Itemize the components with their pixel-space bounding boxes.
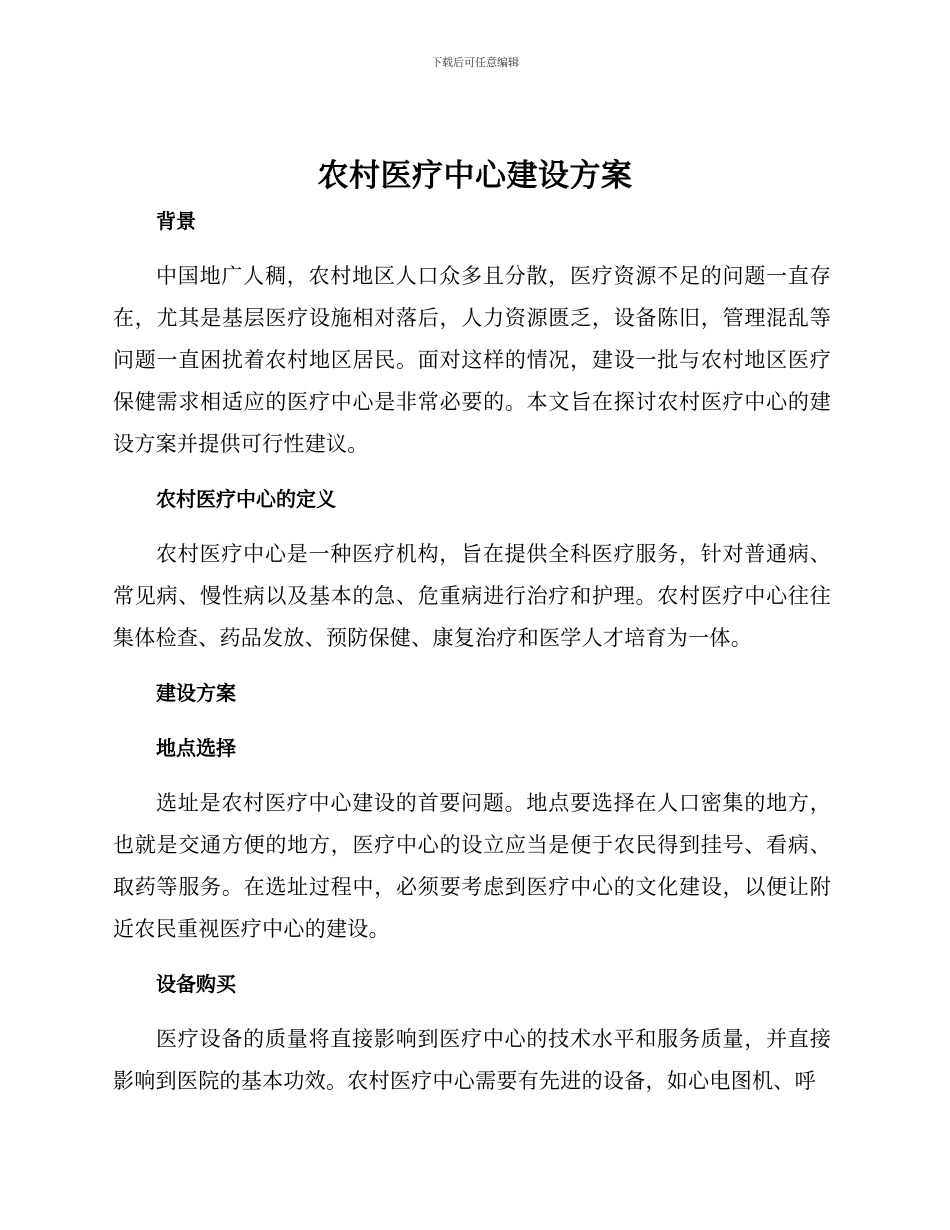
section-heading-definition: 农村医疗中心的定义 [156, 487, 336, 511]
paragraph-definition: 农村医疗中心是一种医疗机构，旨在提供全科医疗服务，针对普通病、常见病、慢性病以及基本的急、危重病进行治疗和护理。农村医疗中心往往集体检查、药品发放、预防保健、康复治疗和医学人才培育为一体。 [113, 542, 831, 650]
paragraph-location: 选址是农村医疗中心建设的首要问题。地点要选择在人口密集的地方，也就是交通方便的地方，医疗中心的设立应当是便于农民得到挂号、看病、取药等服务。在选址过程中，必须要考虑到医疗中心的文化建设，以便让附近农民重视医疗中心的建设。 [113, 791, 831, 941]
paragraph-equipment: 医疗设备的质量将直接影响到医疗中心的技术水平和服务质量，并直接影响到医院的基本功效。农村医疗中心需要有先进的设备，如心电图机、呼 [113, 1027, 831, 1093]
document-body [113, 200, 831, 1102]
header-note: 下载后可任意编辑 [431, 56, 519, 69]
section-heading-plan: 建设方案 [156, 681, 236, 705]
section-heading-equipment: 设备购买 [156, 972, 236, 996]
document-title: 农村医疗中心建设方案 [317, 158, 633, 194]
section-heading-background: 背景 [156, 209, 196, 233]
paragraph-background: 中国地广人稠，农村地区人口众多且分散，医疗资源不足的问题一直存在，尤其是基层医疗设施相对落后，人力资源匮乏，设备陈旧，管理混乱等问题一直困扰着农村地区居民。面对这样的情况，建设一批与农村地区医疗保健需求相适应的医疗中心是非常必要的。本文旨在探讨农村医疗中心的建设方案并提供可行性建议。 [113, 264, 831, 456]
section-heading-location: 地点选择 [156, 736, 236, 760]
